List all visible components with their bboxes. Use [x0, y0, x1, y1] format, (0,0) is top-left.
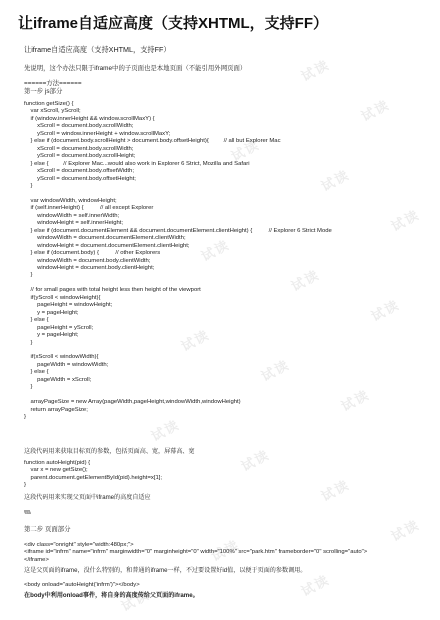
watermark: 试读	[318, 166, 353, 195]
code-block-getsize: function getSize() { var xScroll, yScroll; if (window.innerHeight && window.scrollMaxY) { xScroll = document.body.scrollWidth; yScroll = window.innerHeight + window.scrollMaxY; } else if (document.body.scrollHeight > document.body.offsetHeight){ // all but Explorer Mac xScroll = document.body.scrollWidth; yScroll = document.body.scrollHeight; } else { // Explorer Mac...would also work in Explorer 6 Strict, Mozilla and Safari xScroll = document.body.offsetWidth; yScroll = document.body.offsetHeight; } var windowWidth, windowHeight; if (self.innerHeight) { // all except Explorer windowWidth = self.innerWidth; windowHeight = self.innerHeight; } else if (document.documentElement && document.documentElement.clientHeight) { // Explorer 6 Strict Mode windowWidth = document.documentElement.clientWidth; windowHeight = document.documentElement.clientHeight; } else if (document.body) { // other Explorers windowWidth = document.body.clientWidth; windowHeight = document.body.clientHeight; } // for small pages with total height less then height of the viewport if(yScroll < windowHeight){ pageHeight = windowHeight; y = pageHeight; } else { pageHeight = yScroll; y = pageHeight; } if(xScroll < windowWidth){ pageWidth = windowWidth; } else { pageWidth = xScroll; } arrayPageSize = new Array(pageWidth,pageHeight,windowWidth,windowHeight) return arrayPageSize; }	[24, 101, 332, 421]
watermark: 试读	[198, 236, 233, 265]
watermark: 试读	[298, 571, 333, 600]
watermark: 试读	[148, 416, 183, 445]
watermark: 试读	[368, 296, 403, 325]
watermark: 试读	[388, 516, 423, 545]
code-block-iframe: <div class="onright" style="width:480px;"> <iframe id="infrm" name="infrm" marginwidth="0" marginheight="0" width="100%" src="park.htm" frameborder="0" scrolling="auto"> </iframe>	[24, 542, 368, 563]
code-block-autoheight: function autoHeight(pid) { var x = new getSize(); parent.document.getElementById(pid).height=x[1]; }	[24, 460, 163, 489]
watermark: 试读	[228, 136, 263, 165]
watermark: 试读	[208, 536, 243, 565]
note-autoheight: 这段代码用来实现父页面中iframe的高度自适应	[24, 494, 151, 501]
watermark: 试读	[118, 586, 153, 615]
watermark: 试读	[298, 56, 333, 85]
article-subtitle: 让iframe自适应高度（支持XHTML，支持FF）	[24, 45, 171, 54]
note-getsize: 这段代码用来获取目标页的参数，包括页面高、宽，屏幕高、宽	[24, 448, 195, 455]
watermark: 试读	[288, 266, 323, 295]
method-heading: ======方法======	[24, 80, 82, 87]
step1-heading: 第一步 js部分	[24, 87, 63, 95]
page-title: 让iframe自适应高度（支持XHTML，支持FF）	[18, 15, 329, 32]
separator-slashes: \\\\\\	[24, 510, 31, 516]
code-block-body: <body onload="autoHeight('infrm')"></body>	[24, 582, 140, 588]
watermark: 试读	[338, 386, 373, 415]
watermark: 试读	[178, 326, 213, 355]
intro-paragraph: 先说明，这个办法只限于iframe中的子页面也是本地页面（不能引用外网页面）	[24, 65, 247, 72]
note-iframe: 这是父页面的iframe，没什么特别的，和普通的iframe一样，不过要设置好id值，以便于页面的参数调用。	[24, 567, 307, 574]
watermark: 试读	[358, 96, 393, 125]
step2-heading: 第二步 页面部分	[24, 526, 71, 533]
watermark: 试读	[258, 356, 293, 385]
watermark: 试读	[318, 476, 353, 505]
watermark: 试读	[238, 446, 273, 475]
watermark: 试读	[388, 206, 423, 235]
note-body-onload: 在body中利用onload事件，将自身的高度传给父页面的iframe。	[24, 592, 199, 599]
